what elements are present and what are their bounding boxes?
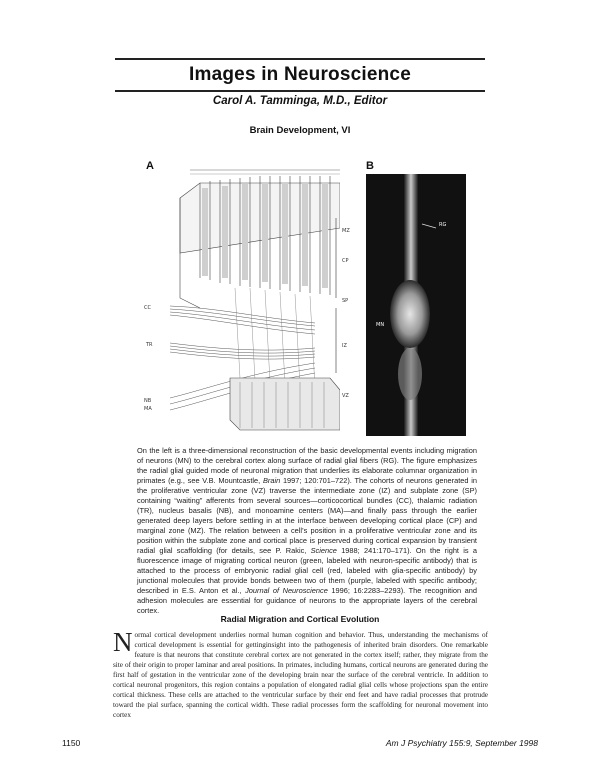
caption-text-4: 1996; 16:2283–2293). The recognition and adhesion molecules are essential for guidance of neurons to the appropriate layers of the cerebral cortex. xyxy=(137,586,477,615)
label-cp: CP xyxy=(342,258,349,264)
article-subhead: Radial Migration and Cortical Evolution xyxy=(220,614,380,624)
label-iz: IZ xyxy=(342,343,347,349)
caption-text-3: 1988; 241:170–171). On the right is a fluorescence image of migrating cortical neuron (green, labeled with neuron-specific antibody) that is attached to the process of embryonic radial glial cell (red, labeled with glia-specific antibody) by junctional molecules that provide bonds between two of them (purple, labeled with specific antibody; described in E.S. Anton et al., xyxy=(137,546,477,595)
title-rule xyxy=(115,90,485,92)
panel-b-fluorescence-image xyxy=(366,174,466,436)
article-body xyxy=(113,627,488,720)
label-nb: NB xyxy=(144,398,152,404)
figure xyxy=(140,158,470,440)
page-number: 1150 xyxy=(62,738,81,748)
caption-journal-3: Journal of Neuroscience xyxy=(245,586,328,595)
panel-b-label: B xyxy=(366,160,374,172)
panel-a-illustration xyxy=(140,158,340,436)
label-tr: TR xyxy=(146,342,153,348)
page-title: Images in Neuroscience xyxy=(189,64,411,85)
caption-journal-2: Science xyxy=(310,546,337,555)
label-rg: RG xyxy=(439,222,447,228)
article-body-text: ormal cortical development underlies normal human cognition and behavior. Thus, understanding the mechanisms of cortical development is essential for gettinginsight into the pathogenesis of inherited brain disorders. One remarkable feature is that neurons that constitute cerebral cortex are not generated in the cortex itself; rather, they migrate from the site of their origin to proper laminar and areal positions. In primates, including humans, cortical neurons are generated during the first half of gestation in the ventricular zone of the developing brain near the surface of the cerebral ventricle. In addition to cortical neuronal progenitors, this region contains a population of elongated radial glial cells whose projections span the entire cortical thickness. These cells are attached to the ventricular surface by their end feet and have radial processes that protrude toward the pial surface, spanning the cortical width. These radial processes form the scaffolding for neuronal movement into cortex xyxy=(113,631,488,719)
label-mz: MZ xyxy=(342,228,350,234)
caption-journal-1: Brain xyxy=(262,476,281,485)
drop-cap: N xyxy=(113,627,133,657)
label-ma: MA xyxy=(144,406,152,412)
label-cc: CC xyxy=(144,305,151,311)
label-sp: SP xyxy=(342,298,349,304)
editor-line: Carol A. Tamminga, M.D., Editor xyxy=(212,95,388,107)
panel-a-label: A xyxy=(146,160,154,172)
section-title: Brain Development, VI xyxy=(249,125,351,136)
label-vz: VZ xyxy=(342,393,349,399)
top-rule xyxy=(115,58,485,60)
figure-caption xyxy=(137,446,477,616)
label-mn: MN xyxy=(376,322,385,328)
journal-citation: Am J Psychiatry 155:9, September 1998 xyxy=(385,738,538,748)
caption-text-1: On the left is a three-dimensional reconstruction of the basic developmental events including migration of neurons (MN) to the cerebral cortex along surface of radial glial fibers (RG). The figure emphasizes the radial glial guided mode of neuronal migration that underlies its elaborate columnar organization in primates (e.g., see V.B. Mountcastle, xyxy=(137,446,477,485)
caption-text-2: 1997; 120:701–722). The cohorts of neurons generated in the proliferative ventricular zone (VZ) traverse the intermediate zone (IZ) and subplate zone (SP) containing “waiting” afferents from several sources—corticocortical bundles (CC), thalamic radiation (TR), nucleus basalis (NB), and monoamine centers (MA)—and finally pass through the earlier generated deep layers before settling in at the interface between developing cortical place (CP) and marginal zone (MZ). The relation between a cell’s position in a proliferative ventricular zone and its position within the subplate zone and cortical place is preserved during cortical expansion by transient radial glial scaffolding (for details, see P. Rakic, xyxy=(137,476,477,555)
